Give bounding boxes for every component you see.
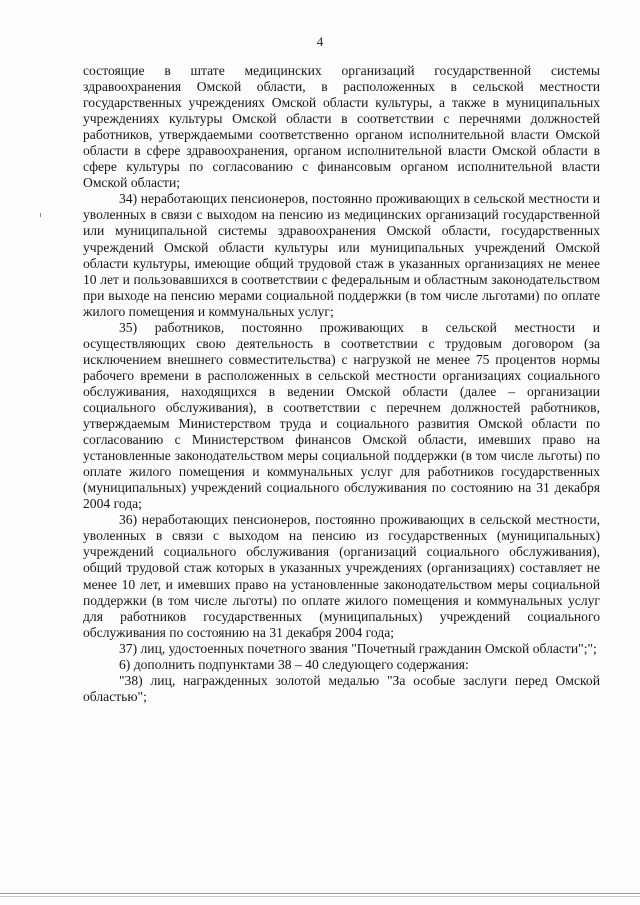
paragraph-item-37: 37) лиц, удостоенных почетного звания "Почетный гражданин Омской области";"; (119, 640, 597, 656)
paragraph-amendment-6: 6) дополнить подпунктами 38 – 40 следующего содержания: (119, 656, 469, 672)
document-body (83, 63, 600, 705)
paragraph-item-35: 35) работников, постоянно проживающих в сельской местности и осуществляющих свою деятельность в соответствии с трудовым договором (за исключением внешнего совместительства) с нагрузкой не менее 75 процентов нормы рабочего времени в расположенных в сельской местности организациях социального обслуживания, находящихся в ведении Омской области (далее – организации социального обслуживания), в соответствии с перечнем должностей работников, утверждаемым Министерством труда и социального развития Омской области по согласованию с Министерством финансов Омской области, имевших право на установленные законодательством меры социальной поддержки (в том числе льготы) по оплате жилого помещения и коммунальных услуг для работников государственных (муниципальных) учреждений социального обслуживания по состоянию на 31 декабря 2004 года; (83, 319, 600, 512)
margin-mark (40, 213, 41, 217)
paragraph-item-38: "38) лиц, награжденных золотой медалью "За особые заслуги перед Омской областью"; (83, 672, 600, 704)
paragraph-item-36: 36) неработающих пенсионеров, постоянно проживающих в сельской местности, уволенных в связи с выходом на пенсию из государственных (муниципальных) учреждений социального обслуживания (организаций социального обслуживания), общий трудовой стаж которых в указанных учреждениях (организациях) составляет не менее 10 лет, и имевших право на установленные законодательством меры социальной поддержки (в том числе льготы) по оплате жилого помещения и коммунальных услуг для работников государственных (муниципальных) учреждений социального обслуживания по состоянию на 31 декабря 2004 года; (83, 512, 600, 640)
paragraph-continuation: состоящие в штате медицинских организаций государственной системы здравоохранения Омской области, в расположенных в сельской местности государственных учреждениях Омской области культуры, а также в муниципальных учреждениях культуры Омской области в соответствии с перечнями должностей работников, утверждаемыми соответственно органом исполнительной власти Омской области в сфере здравоохранения, органом исполнительной власти Омской области в сфере культуры по согласованию с финансовым органом исполнительной власти Омской области; (83, 63, 600, 191)
scan-edge-line (0, 893, 640, 894)
scan-edge-line-secondary (0, 896, 640, 897)
paragraph-item-34: 34) неработающих пенсионеров, постоянно проживающих в сельской местности и уволенных в связи с выходом на пенсию из медицинских организаций государственной или муниципальной системы здравоохранения Омской области, государственных учреждений Омской области культуры или муниципальных учреждений Омской области культуры, имеющие общий трудовой стаж в указанных организациях не менее 10 лет и пользовавшихся в соответствии с федеральным и областным законодательством при выходе на пенсию мерами социальной поддержки (в том числе льготами) по оплате жилого помещения и коммунальных услуг; (83, 191, 600, 319)
page-number: 4 (316, 34, 324, 49)
